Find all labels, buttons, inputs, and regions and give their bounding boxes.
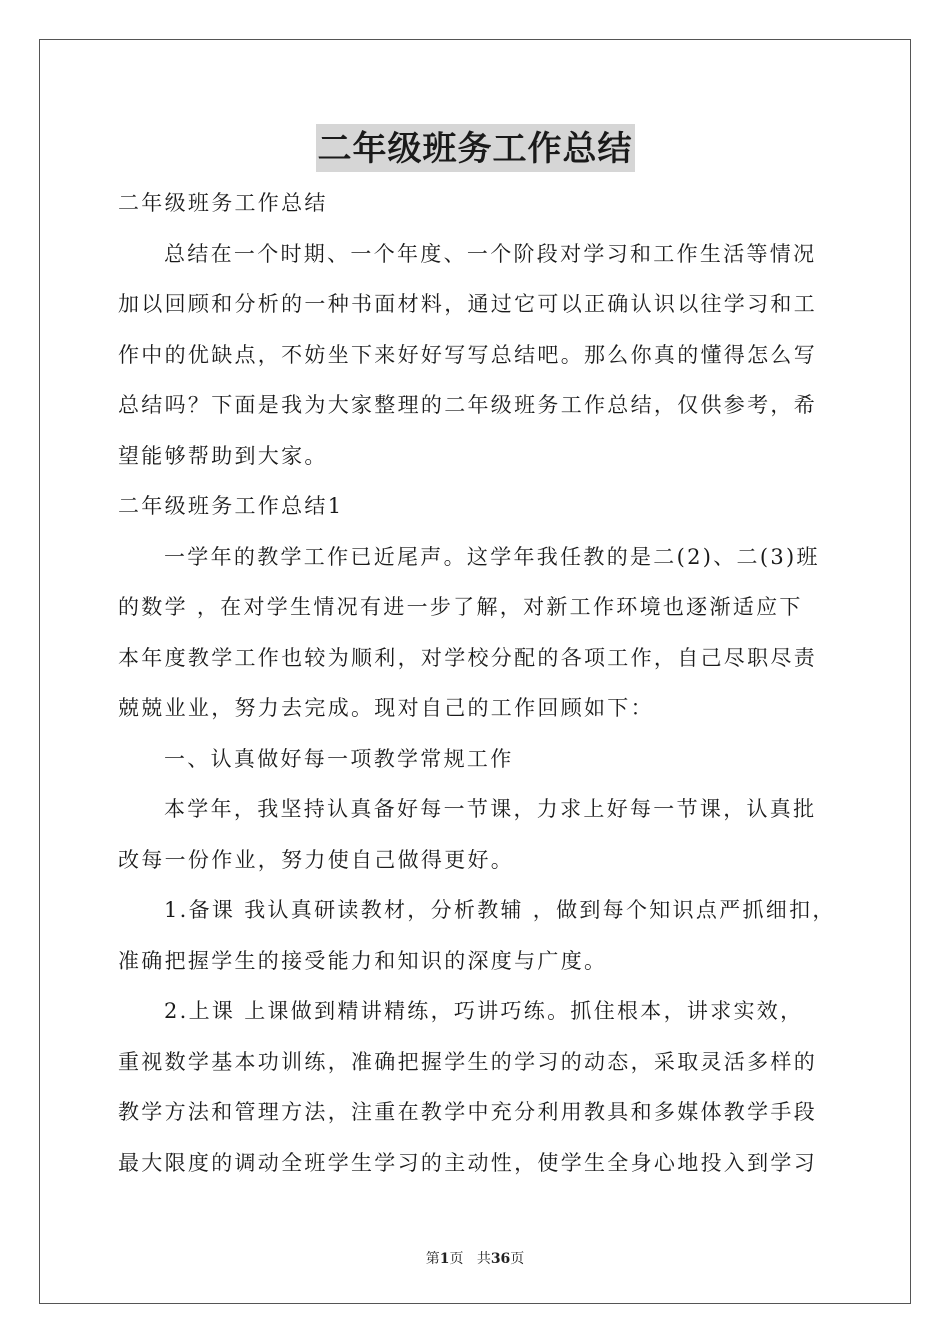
text-line: 本年度教学工作也较为顺利，对学校分配的各项工作，自己尽职尽责 [118,645,817,670]
text-line: 重视数学基本功训练，准确把握学生的学习的动态，采取灵活多样的 [118,1049,817,1074]
document-body [118,178,834,1188]
text-line: 二年级班务工作总结1 [118,494,344,518]
document-title: 二年级班务工作总结 [316,124,635,172]
text-line: 改每一份作业，努力使自己做得更好。 [118,847,515,872]
page-footer [0,1248,950,1268]
total-label-prefix: 共 [476,1251,491,1267]
total-pages: 36 [490,1251,511,1267]
text-line: 1.备课 我认真研读教材，分析教辅 ，做到每个知识点严抓细扣， [164,898,836,922]
text-line: 本学年，我坚持认真备好每一节课，力求上好每一节课，认真批 [164,797,817,821]
text-line: 最大限度的调动全班学生学习的主动性，使学生全身心地投入到学习 [118,1150,817,1175]
page-label-suffix: 页 [449,1251,464,1267]
text-line: 总结在一个时期、一个年度、一个阶段对学习和工作生活等情况 [164,241,817,266]
text-line: 望能够帮助到大家。 [118,443,328,468]
title-container [0,124,950,172]
text-line: 总结吗？下面是我为大家整理的二年级班务工作总结，仅供参考，希 [118,393,817,417]
text-line: 准确把握学生的接受能力和知识的深度与广度。 [118,948,608,973]
text-line: 一学年的教学工作已近尾声。这学年我任教的是二(2)、二(3)班 [164,544,820,569]
text-line: 2.上课 上课做到精讲精练，巧讲巧练。抓住根本，讲求实效， [164,999,804,1023]
text-line: 兢兢业业，努力去完成。现对自己的工作回顾如下： [118,696,654,720]
text-line: 二年级班务工作总结 [118,191,328,215]
page-label-prefix: 第 [425,1251,440,1267]
text-line: 一、认真做好每一项教学常规工作 [164,746,514,771]
total-label-suffix: 页 [510,1251,525,1267]
text-line: 作中的优缺点，不妨坐下来好好写写总结吧。那么你真的懂得怎么写 [118,342,817,367]
text-line: 加以回顾和分析的一种书面材料，通过它可以正确认识以往学习和工 [118,292,817,316]
text-line: 的数学 ，在对学生情况有进一步了解，对新工作环境也逐渐适应下 [118,595,803,619]
page-number: 1 [439,1251,450,1267]
text-line: 教学方法和管理方法，注重在教学中充分利用教具和多媒体教学手段 [118,1100,817,1124]
